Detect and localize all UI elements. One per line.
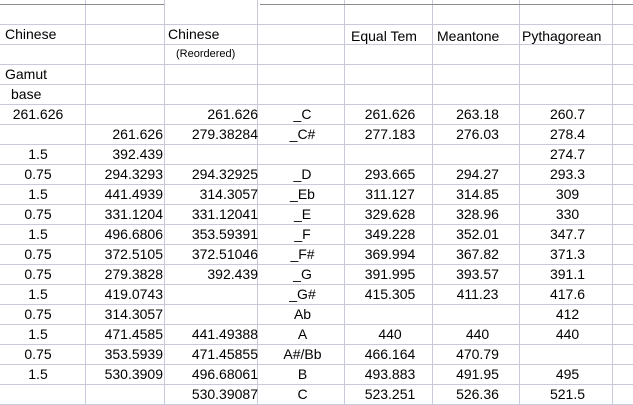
cell-equal-temp[interactable]: 523.251 [364, 386, 416, 402]
cell-chinese-reordered[interactable]: 441.49388 [191, 326, 258, 342]
header-pythagorean[interactable]: Pythagorean [522, 28, 602, 44]
cell-note[interactable]: _F [294, 226, 311, 242]
cell-chinese-ratio[interactable]: 0.75 [24, 306, 52, 322]
cell-chinese-ratio[interactable]: 1.5 [28, 226, 48, 242]
cell-chinese-ratio[interactable] [2, 386, 74, 402]
cell-chinese-freq[interactable]: 372.5105 [104, 246, 163, 262]
cell-note[interactable]: _D [293, 166, 312, 182]
cell-chinese-reordered[interactable]: 294.32925 [191, 166, 258, 182]
cell-note[interactable]: A [297, 326, 308, 342]
cell-chinese-reordered[interactable]: 279.38284 [191, 126, 258, 142]
cell-meantone[interactable]: 294.27 [456, 166, 499, 182]
cell-chinese-freq[interactable]: 353.5939 [104, 346, 163, 362]
cell-chinese-freq[interactable]: 261.626 [112, 126, 163, 142]
cell-chinese-reordered[interactable] [166, 146, 258, 162]
cell-chinese-ratio[interactable]: 0.75 [24, 166, 52, 182]
cell-meantone[interactable]: 352.01 [456, 226, 499, 242]
cell-chinese-ratio[interactable]: 0.75 [24, 206, 52, 222]
gridline-row [0, 84, 633, 85]
cell-pythagorean[interactable]: 417.6 [549, 286, 586, 302]
cell-chinese-reordered[interactable] [166, 286, 258, 302]
cell-chinese-freq[interactable]: 294.3293 [104, 166, 163, 182]
gridline-row [0, 264, 633, 265]
cell-pythagorean[interactable]: 495 [555, 366, 580, 382]
cell-chinese-freq[interactable]: 419.0743 [104, 286, 163, 302]
cell-chinese-ratio[interactable]: 261.626 [12, 106, 64, 122]
cell-note[interactable]: _C [293, 106, 312, 122]
cell-pythagorean[interactable]: 293.3 [549, 166, 586, 182]
cell-meantone[interactable]: 393.57 [456, 266, 499, 282]
gridline-row [0, 364, 633, 365]
cell-meantone[interactable]: 314.85 [456, 186, 499, 202]
cell-chinese-freq[interactable] [87, 106, 163, 122]
cell-equal-temp[interactable]: 391.995 [364, 266, 416, 282]
cell-pythagorean[interactable]: 347.7 [549, 226, 586, 242]
cell-note[interactable]: _G [293, 266, 312, 282]
cell-note[interactable]: B [297, 366, 308, 382]
cell-note[interactable]: Ab [293, 306, 312, 322]
cell-chinese-reordered[interactable]: 530.39087 [191, 386, 258, 402]
cell-equal-temp[interactable]: 493.883 [364, 366, 416, 382]
top-border [260, 4, 633, 5]
cell-pythagorean[interactable]: 278.4 [549, 126, 586, 142]
header-chinese[interactable]: Chinese [5, 26, 57, 42]
cell-equal-temp[interactable] [346, 146, 434, 162]
cell-meantone[interactable]: 276.03 [456, 126, 499, 142]
cell-chinese-reordered[interactable]: 392.439 [207, 266, 258, 282]
cell-equal-temp[interactable] [346, 306, 434, 322]
cell-note[interactable]: C [297, 386, 308, 402]
gridline-row [0, 64, 633, 65]
cell-chinese-ratio[interactable]: 1.5 [28, 186, 48, 202]
cell-note[interactable] [259, 146, 346, 162]
cell-chinese-ratio[interactable]: 1.5 [28, 286, 48, 302]
cell-chinese-freq[interactable]: 392.439 [112, 146, 163, 162]
cell-chinese-ratio[interactable]: 0.75 [24, 246, 52, 262]
cell-chinese-freq[interactable]: 331.1204 [104, 206, 163, 222]
cell-meantone[interactable] [434, 306, 521, 322]
cell-pythagorean[interactable]: 391.1 [549, 266, 586, 282]
cell-pythagorean[interactable]: 274.7 [549, 146, 586, 162]
cell-chinese-freq[interactable]: 530.3909 [104, 366, 163, 382]
gridline-row [0, 224, 633, 225]
gridline-row [0, 204, 633, 205]
cell-chinese-ratio[interactable] [2, 126, 74, 142]
cell-chinese-reordered[interactable]: 372.51046 [191, 246, 258, 262]
gridline-row [0, 304, 633, 305]
cell-meantone[interactable]: 328.96 [456, 206, 499, 222]
cell-chinese-ratio[interactable]: 0.75 [24, 266, 52, 282]
cell-pythagorean[interactable]: 521.5 [549, 386, 586, 402]
cell-note[interactable]: _E [293, 206, 312, 222]
cell-note[interactable]: A#/Bb [283, 346, 322, 362]
cell-note[interactable]: _F# [290, 246, 315, 262]
cell-chinese-freq[interactable]: 471.4585 [104, 326, 163, 342]
cell-chinese-ratio[interactable]: 1.5 [28, 366, 48, 382]
cell-meantone[interactable]: 491.95 [456, 366, 499, 382]
cell-chinese-ratio[interactable]: 1.5 [28, 326, 48, 342]
cell-meantone[interactable]: 367.82 [456, 246, 499, 262]
gridline-row [0, 144, 633, 145]
cell-chinese-reordered[interactable]: 496.68061 [191, 366, 258, 382]
gridline-row [0, 44, 633, 45]
header-meantone[interactable]: Meantone [437, 28, 500, 44]
gridline-row [0, 164, 633, 165]
cell-meantone[interactable]: 263.18 [456, 106, 499, 122]
cell-equal-temp[interactable]: 466.164 [364, 346, 416, 362]
gridline-row [0, 124, 633, 125]
cell-meantone[interactable]: 470.79 [456, 346, 499, 362]
header-reordered-note[interactable]: (Reordered) [176, 48, 236, 60]
gridline-row [0, 284, 633, 285]
cell-chinese-reordered[interactable]: 261.626 [207, 106, 258, 122]
cell-note[interactable]: _C# [289, 126, 316, 142]
cell-chinese-reordered[interactable]: 471.45855 [191, 346, 258, 362]
cell-meantone[interactable] [434, 146, 521, 162]
cell-pythagorean[interactable]: 260.7 [549, 106, 586, 122]
cell-chinese-freq[interactable]: 314.3057 [104, 306, 163, 322]
cell-equal-temp[interactable]: 277.183 [364, 126, 416, 142]
cell-equal-temp[interactable]: 369.994 [364, 246, 416, 262]
cell-equal-temp[interactable]: 349.228 [364, 226, 416, 242]
gridline-row [0, 184, 633, 185]
gridline-row [0, 344, 633, 345]
cell-chinese-ratio[interactable]: 1.5 [28, 146, 48, 162]
cell-meantone[interactable]: 440 [465, 326, 490, 342]
header-chinese-reordered[interactable]: Chinese [168, 26, 220, 42]
header-base[interactable]: base [11, 86, 42, 102]
cell-chinese-reordered[interactable] [166, 306, 258, 322]
cell-equal-temp[interactable]: 415.305 [364, 286, 416, 302]
cell-pythagorean[interactable]: 371.3 [549, 246, 586, 262]
cell-note[interactable]: _G# [289, 286, 316, 302]
cell-chinese-freq[interactable]: 496.6806 [104, 226, 163, 242]
header-gamut[interactable]: Gamut [5, 66, 48, 82]
gridline-row [0, 244, 633, 245]
gridline-row [0, 324, 633, 325]
top-border [0, 4, 164, 5]
cell-chinese-reordered[interactable]: 314.3057 [199, 186, 258, 202]
cell-pythagorean[interactable]: 330 [555, 206, 580, 222]
cell-equal-temp[interactable]: 293.665 [364, 166, 416, 182]
cell-meantone[interactable]: 526.36 [456, 386, 499, 402]
cell-chinese-reordered[interactable]: 331.12041 [191, 206, 258, 222]
gridline-row [0, 24, 633, 25]
cell-pythagorean[interactable] [521, 346, 614, 362]
cell-meantone[interactable]: 411.23 [456, 286, 499, 302]
cell-note[interactable]: _Eb [290, 186, 315, 202]
gridline-row [0, 384, 633, 385]
header-equal-temp[interactable]: Equal Tem [351, 28, 417, 44]
cell-pythagorean[interactable]: 309 [555, 186, 580, 202]
cell-equal-temp[interactable]: 329.628 [364, 206, 416, 222]
cell-pythagorean[interactable]: 440 [555, 326, 580, 342]
cell-chinese-reordered[interactable]: 353.59391 [191, 226, 258, 242]
cell-chinese-ratio[interactable]: 0.75 [24, 346, 52, 362]
cell-equal-temp[interactable]: 311.127 [365, 186, 415, 202]
cell-chinese-freq[interactable]: 279.3828 [104, 266, 163, 282]
cell-chinese-freq[interactable] [87, 386, 163, 402]
cell-equal-temp[interactable]: 440 [378, 326, 402, 342]
gridline-row [0, 104, 633, 105]
cell-chinese-freq[interactable]: 441.4939 [104, 186, 163, 202]
cell-pythagorean[interactable]: 412 [555, 306, 580, 322]
cell-equal-temp[interactable]: 261.626 [364, 106, 416, 122]
